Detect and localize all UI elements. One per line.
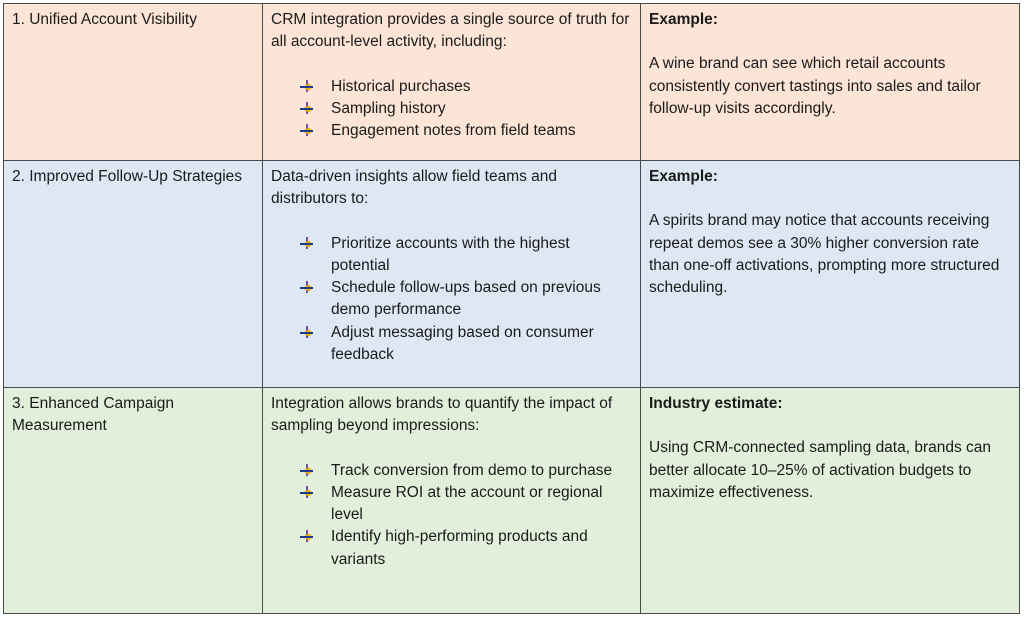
example-text: Using CRM-connected sampling data, brands can better allocate 10–25% of activation budgets to maximize effectiveness. — [649, 439, 992, 501]
arrow-bullet-icon — [300, 486, 314, 500]
example-label: Industry estimate: — [649, 395, 783, 412]
list-item — [331, 460, 632, 482]
benefit-intro: Data-driven insights allow field teams and distributors to: — [271, 168, 558, 208]
example-cell — [641, 161, 1020, 388]
bullet-text: Engagement notes from field teams — [331, 122, 576, 140]
benefit-title: 2. Improved Follow-Up Strategies — [12, 168, 243, 185]
arrow-bullet-icon — [300, 237, 314, 251]
example-text: A wine brand can see which retail accounts consistently convert tastings into sales and tailor follow-up visits accordingly. — [649, 55, 981, 117]
list-item — [331, 322, 632, 367]
benefits-table — [3, 3, 1020, 614]
bullet-text: Track conversion from demo to purchase — [331, 461, 613, 479]
bullet-text: Identify high-performing products and variants — [331, 528, 588, 568]
list-item — [331, 120, 632, 142]
benefit-detail-cell — [263, 161, 641, 388]
list-item — [331, 76, 632, 98]
table-row — [4, 388, 1020, 614]
list-item — [331, 482, 632, 527]
example-text: A spirits brand may notice that accounts receiving repeat demos see a 30% higher conversion rate than one-off activations, prompting more structured scheduling. — [649, 212, 1000, 297]
table-row — [4, 4, 1020, 161]
benefit-detail-cell — [263, 4, 641, 161]
bullet-text: Schedule follow-ups based on previous demo performance — [331, 279, 601, 319]
list-item — [331, 277, 632, 322]
bullet-list — [271, 233, 632, 367]
list-item — [331, 233, 632, 278]
bullet-list — [271, 460, 632, 571]
bullet-text: Prioritize accounts with the highest potential — [331, 234, 570, 274]
arrow-bullet-icon — [300, 281, 314, 295]
benefit-title-cell — [4, 388, 263, 614]
benefit-title-cell — [4, 4, 263, 161]
benefit-title-cell — [4, 161, 263, 388]
example-cell — [641, 388, 1020, 614]
example-label: Example: — [649, 11, 718, 28]
bullet-list — [271, 76, 632, 143]
bullet-text: Measure ROI at the account or regional level — [331, 483, 603, 524]
example-cell — [641, 4, 1020, 161]
bullet-text: Historical purchases — [331, 77, 471, 95]
arrow-bullet-icon — [300, 80, 314, 94]
arrow-bullet-icon — [300, 102, 314, 116]
benefit-intro: Integration allows brands to quantify the impact of sampling beyond impressions: — [271, 395, 613, 435]
arrow-bullet-icon — [300, 464, 314, 478]
benefit-title: 3. Enhanced Campaign Measurement — [12, 395, 175, 435]
list-item — [331, 98, 632, 120]
arrow-bullet-icon — [300, 530, 314, 544]
bullet-text: Adjust messaging based on consumer feedback — [331, 323, 594, 364]
bullet-text: Sampling history — [331, 99, 446, 117]
example-label: Example: — [649, 168, 718, 185]
table-row — [4, 161, 1020, 388]
arrow-bullet-icon — [300, 326, 314, 340]
benefit-title: 1. Unified Account Visibility — [12, 11, 197, 28]
benefit-detail-cell — [263, 388, 641, 614]
benefit-intro: CRM integration provides a single source of truth for all account-level activity, including: — [271, 11, 630, 51]
arrow-bullet-icon — [300, 124, 314, 138]
list-item — [331, 526, 632, 571]
